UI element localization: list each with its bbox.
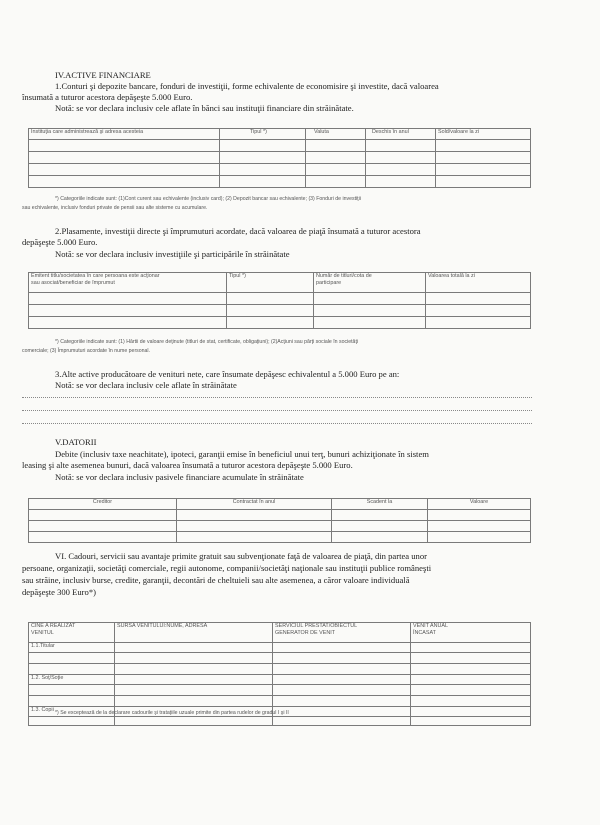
table-row [29,717,531,726]
section-iv-p3-note: Notă: se vor declara inclusiv cele aflate în străinătate [55,380,237,390]
table-row [29,664,531,675]
table-row [29,532,531,543]
table-row [29,317,531,329]
table-row [29,675,531,685]
table-header: Valuta [306,129,366,140]
section-iv-p2: 2.Plasamente, investiţii directe şi împrumuturi acordate, dacă valoarea de piaţă însumată a tuturor acestora [55,226,421,236]
section-iv-p1-cont: însumată a tuturor acestora depăşeşte 5.000 Euro. [22,92,193,102]
investments-footnote-cont: comerciale; (3) Împrumuturi acordate în nume personal. [22,348,151,354]
section-vi-p: VI. Cadouri, servicii sau avantaje primite gratuit sau subvenţionate faţă de valoarea de piaţă, din partea unor [55,551,428,561]
section-vi-p-l2: persoane, organizaţii, societăţi comerciale, regii autonome, companii/societăţi naţionale sau instituţii publice româneşti [22,563,432,573]
header-line: VENIT ANUAL [413,623,448,629]
table-row [29,164,531,176]
row-label: 1.2. Soţ/Soţie [29,675,115,685]
table-header [273,623,411,643]
section-iv-p3: 3.Alte active producătoare de venituri nete, care însumate depăşesc echivalentul a 5.000 Euro pe an: [55,369,400,379]
section-iv-title: IV.ACTIVE FINANCIARE [55,70,151,80]
section-v-p-cont: leasing şi alte asemenea bunuri, dacă valoarea însumată a tuturor acestora depăşeşte 5.000 Euro. [22,460,353,470]
section-iv-p2-cont: depăşeşte 5.000 Euro. [22,237,98,247]
header-line: CINE A REALIZAT [31,623,76,629]
header-line: GENERATOR DE VENIT [275,629,336,636]
header-line: SERVICIUL PRESTAT/OBIECTUL [275,623,358,629]
section-vi-p-l3: sau străine, inclusiv burse, credite, garanţii, decontări de cheltuieli sau alte asemenea, a căror valoare individuală [22,575,410,585]
table-header: Creditor [29,499,177,510]
table-row [29,685,531,696]
table-header [29,623,115,643]
section-iv-p1: 1.Conturi şi depozite bancare, fonduri de investiţii, forme echivalente de economisire şi investite, dacă valoarea [55,81,439,91]
table-row [29,510,531,521]
investments-table [28,272,531,329]
table-row [29,521,531,532]
section-v-title: V.DATORII [55,437,97,447]
table-header: Instituţia care administrează şi adresa acesteia [29,129,220,140]
table-header: Deschis în anul [366,129,436,140]
table-header: Tipul *) [220,129,306,140]
table-header: Sold/valoare la zi [436,129,531,140]
table-row [29,152,531,164]
table-row [29,653,531,664]
header-line: ÎNCASAT [413,629,436,636]
section-v-p: Debite (inclusiv taxe neachitate), ipoteci, garanţii emise în beneficiul unui terţ, bunuri achiziţionate în sistem [55,449,429,459]
header-line: sau asociat/beneficiar de împrumut [31,279,115,286]
table-header: SURSA VENITULUI:NUME, ADRESA [115,623,273,643]
header-line: VENITUL [31,629,54,636]
table-row [29,140,531,152]
table-header [411,623,531,643]
debts-table [28,498,531,543]
table-header: Scadent la [332,499,428,510]
accounts-footnote: *) Categoriile indicate sunt: (1)Cont curent sau echivalente (inclusiv card); (2) Depozit bancar sau echivalente; (3) Fonduri de investiţii [55,196,361,202]
dotted-line [22,410,532,411]
table-row [29,643,531,653]
table-header: Valoarea totală la zi [426,273,531,293]
table-row [29,696,531,707]
section-iv-p2-note: Notă: se vor declara inclusiv investiţiile şi participările în străinătate [55,249,290,259]
investments-footnote: *) Categoriile indicate sunt: (1) Hârtii de valoare deţinute (titluri de stat, certificate, obligaţiuni); (2)Acţiuni sau părţi sociale în societăţi [55,339,359,345]
dotted-line [22,397,532,398]
row-label: 1.1.Titular [29,643,115,653]
accounts-footnote-cont: sau echivalente, inclusiv fonduri private de pensii sau alte sisteme cu acumulare. [22,205,208,211]
table-header [29,273,227,293]
row-label: 1.3. Copii [29,707,115,717]
header-line: Emitent titlu/societatea în care persoana este acţionar [31,273,160,279]
table-row [29,305,531,317]
gifts-footnote: *) Se exceptează de la declarare cadourile şi trataţiile uzuale primite din partea rudelor de gradul I şi II [55,710,289,716]
accounts-table [28,128,531,188]
dotted-line [22,423,532,424]
header-line: Număr de titluri/cota de [316,273,372,279]
table-header: Tipul *) [227,273,314,293]
table-row [29,293,531,305]
table-header: Valoare [428,499,531,510]
header-line: participare [316,279,342,286]
table-row [29,176,531,188]
section-vi-p-l4: depăşeşte 300 Euro*) [22,587,96,597]
table-header: Contractat în anul [177,499,332,510]
section-iv-p1-note: Notă: se vor declara inclusiv cele aflate în bănci sau instituţii financiare din străinătate. [55,103,354,113]
section-v-note: Notă: se vor declara inclusiv pasivele financiare acumulate în străinătate [55,472,304,482]
table-header [314,273,426,293]
